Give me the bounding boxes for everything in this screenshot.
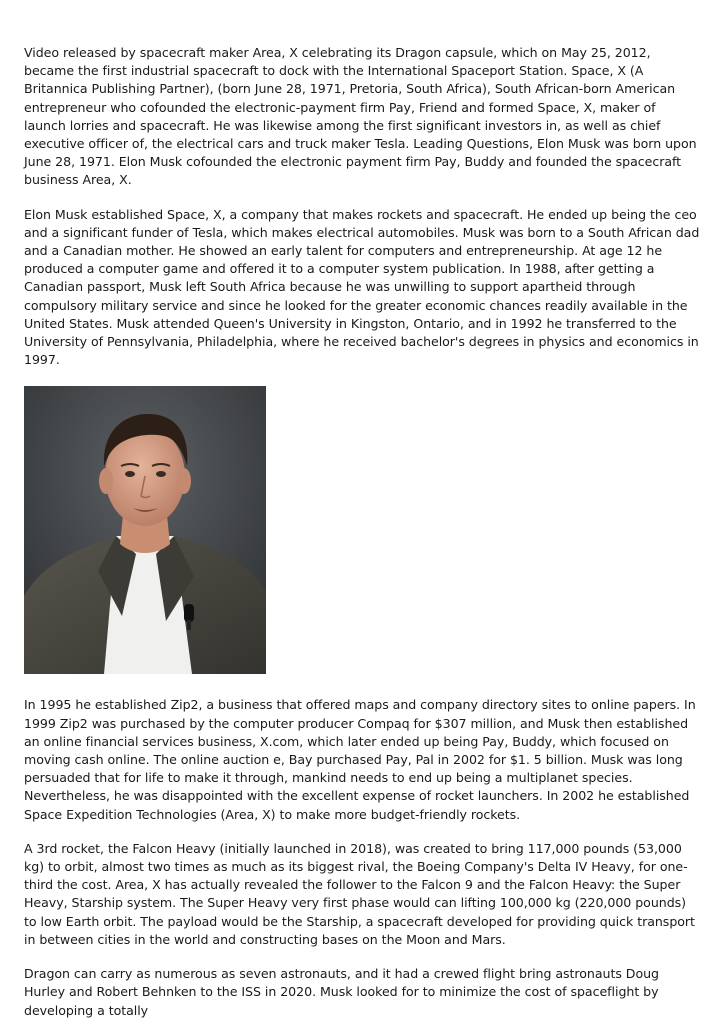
paragraph-spacex-founding: Elon Musk established Space, X, a company that makes rockets and spacecraft. He ended up being the ceo and a significant funder of Tesla, which makes electrical automobiles. Musk was born to a South African dad and a Canadian mother. He showed an early talent for computers and entrepreneurship. At age 12 he produced a computer game and offered it to a computer system publication. In 1988, after getting a Canadian passport, Musk left South Africa because he was unwilling to support apartheid through compulsory military service and since he looked for the greater economic chances readily available in the United States. Musk attended Queen's University in Kingston, Ontario, and in 1992 he transferred to the University of Pennsylvania, Philadelphia, where he received bachelor's degrees in physics and economics in 1997.: [24, 206, 700, 368]
paragraph-dragon-crew: Dragon can carry as numerous as seven astronauts, and it had a crewed flight bring astronauts Doug Hurley and Robert Behnken to the ISS in 2020. Musk looked for to minimize the cost of spaceflight by developing a totally: [24, 966, 659, 1018]
portrait-photo: [24, 386, 266, 674]
lapel-microphone: [184, 604, 194, 622]
article-body: [24, 44, 700, 1020]
paragraph-falcon-heavy: A 3rd rocket, the Falcon Heavy (initially launched in 2018), was created to bring 117,000 pounds (53,000 kg) to orbit, almost two times as much as its biggest rival, the Boeing Company's Delta IV Heavy, for one-third the cost. Area, X has actually revealed the follower to the Falcon 9 and the Falcon Heavy: the Super Heavy, Starship system. The Super Heavy very first phase would can lifting 100,000 kg (220,000 pounds) to low Earth orbit. The payload would be the Starship, a spacecraft developed for providing quick transport in between cities in the world and constructing bases on the Moon and Mars.: [24, 840, 695, 947]
right-ear: [177, 468, 191, 494]
right-eye: [156, 471, 166, 477]
left-ear: [99, 468, 113, 494]
paragraph-dragon-capsule: Video released by spacecraft maker Area, X celebrating its Dragon capsule, which on May 25, 2012, became the first industrial spacecraft to dock with the International Spaceport Station. Space, X (A Britannica Publishing Partner), (born June 28, 1971, Pretoria, South Africa), South African-born American entrepreneur who cofounded the electronic-payment firm Pay, Friend and formed Space, X, maker of launch lorries and spacecraft. He was likewise among the first significant investors in, as well as chief executive officer of, the electrical cars and truck maker Tesla. Leading Questions, Elon Musk was born upon June 28, 1971. Elon Musk cofounded the electronic payment firm Pay, Buddy and founded the spacecraft business Area, X.: [24, 45, 697, 188]
left-eye: [125, 471, 135, 477]
portrait-illustration: [24, 386, 266, 674]
paragraph-zip2-paypal: In 1995 he established Zip2, a business that offered maps and company directory sites to online papers. In 1999 Zip2 was purchased by the computer producer Compaq for $307 million, and Musk then established an online financial services business, X.com, which later ended up being Pay, Buddy, which focused on moving cash online. The online auction e, Bay purchased Pay, Pal in 2002 for $1. 5 billion. Musk was long persuaded that for life to make it through, mankind needs to end up being a multiplanet species. Nevertheless, he was disappointed with the excellent expense of rocket launchers. In 2002 he established Space Expedition Technologies (Area, X) to make more budget-friendly rockets.: [24, 697, 696, 822]
